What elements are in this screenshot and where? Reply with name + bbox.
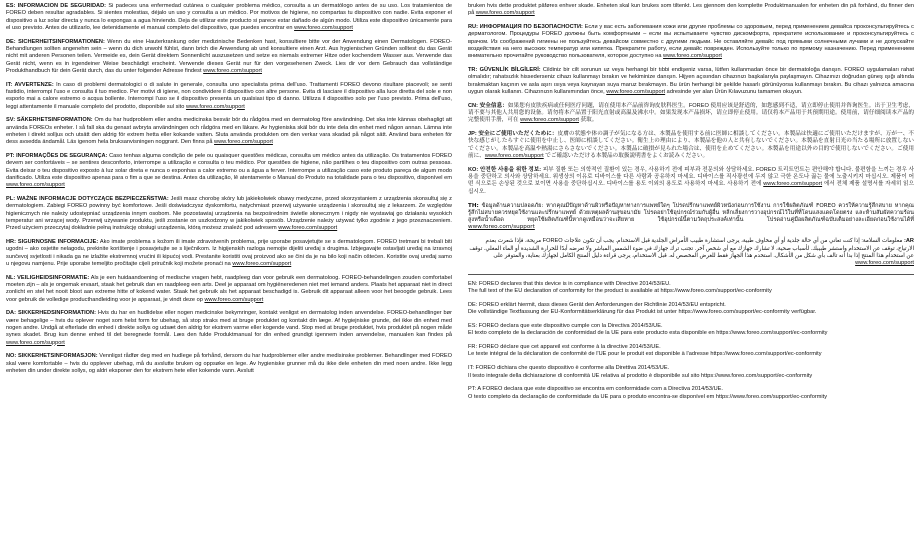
safety-paragraph	[468, 203, 914, 232]
paragraph-heading: CN: 安全信息：	[468, 102, 508, 109]
safety-paragraph	[6, 353, 452, 375]
paragraph-text: Als je een huidaandoening of medische vragen hebt, raadpleeg dan voor gebruik een dermatoloog. FOREO-behandelingen zouden comfortabel moeten zijn – als je ongemak ervaart, staak het gebruik dan en raadpleeg een arts. Deel je apparaat om hygiëneredenen niet met iemand anders. Plaats het apparaat niet in direct zonlicht en stel het nooit bloot aan extreme hitte of kokend water. Staak het gebruik als het apparaat beschadigd is. Gebruik dit apparaat alleen voor het beoogde gebruik. Lees voor gebruik de volledige producthandleiding voor je apparaat, je vindt deze op	[6, 274, 452, 303]
paragraph-heading: NL: VEILIGHEIDSINFORMATIE:	[6, 274, 90, 281]
paragraph-text: معلومات السلامة: إذا كنت تعاني من أي حالة جلدية أو أي مخاوف طبية، يرجى استشارة طبيب الأمراض الجلدية قبل الاستخدام. يجب أن تكون علاجات FOREO مريحة، فإذا شعرت بعدم الارتياح، توقف عن الاستخدام واستشر طبيبك. لأسباب صحية، لا تشارك جهازك مع أي شخص آخر. تجنب ترك جهازك في ضوء الشمس المباشر ولا تعرضه أبدًا للحرارة الشديدة أو الماء المغلي. توقف عن استخدام هذا المنتج إذا بدا أنه تالف بأي شكل من الأشكال. استخدم هذا الجهاز فقط للغرض المخصص له. قبل الاستخدام، يرجى قراءة دليل المنتج الكامل لجهازك بعناية، والمتوفر على	[469, 238, 914, 259]
support-link[interactable]: www.foreo.com/support	[763, 181, 823, 188]
safety-paragraph	[468, 365, 914, 380]
support-link[interactable]: www.foreo.com/support	[468, 224, 535, 231]
safety-paragraph	[468, 103, 914, 125]
paragraph-text: 皮膚の状態や体の調子が気になる方は、本製品を使用する前に医師に相談してください。本製品は快適にご使用いただけますが、万が一、不快な感じがしたらすぐに使用を中止し、医師に相談してください。衛生上の理由により、本製品を他の人と共有しないでください。本製品を直射日光の当たる場所に放置しないでください。本製品を高温や熱湯にさらさないでください。本製品に破損が見られた場合は、使用を止めてください。本製品を用途以外の目的で使用しないでください。ご使用前に、	[468, 131, 914, 160]
paragraph-heading: DA: SIKKERHEDSINFORMATION:	[6, 310, 96, 317]
support-link[interactable]: www.foreo.com/support	[185, 103, 245, 110]
safety-paragraph	[6, 196, 452, 232]
paragraph-text: Caso tenhas alguma condição de pele ou quaisquer questões médicas, consulta um médico antes da utilização. Os tratamentos FOREO devem ser confortáveis – se sentires desconforto, interrompe a utilização e consulta o teu médico. Por questões de higiene, não partilhes o teu dispositivo com outras pessoas. Evita deixar o teu dispositivo exposto à luz solar direta e nunca o exponhas a calor extremo ou a água a ferver. Interrompe a utilização caso este produto pareça de algum modo danificado. Utiliza este dispositivo apenas para o fim a que se destina. Antes da utilização, lê atentamente o Manual do Produto na totalidade para o teu dispositivo, disponível em	[6, 153, 452, 181]
safety-paragraph	[6, 3, 452, 32]
paragraph-text: ข้อมูลด้านความปลอดภัย: หากคุณมีปัญหาด้านผิวหรือปัญหาทางการแพทย์ใดๆ โปรดปรึกษาแพทย์ผิวหนังก่อนการใช้งาน การใช้ผลิตภัณฑ์ FOREO ควรให้ความรู้สึกสบาย หากคุณรู้สึกไม่สบายควรหยุดใช้งานและปรึกษาแพทย์ ด้วยเหตุผลด้านสุขอนามัย โปรดอย่าใช้อุปกรณ์ร่วมกับผู้อื่น หลีกเลี่ยงการวางอุปกรณ์ไว้ในที่ที่โดนแสงแดดโดยตรง และห้ามสัมผัสความร้อนสูงหรือน้ำเดือด หยุดใช้ผลิตภัณฑ์นี้หากดูเหมือนว่าจะเสียหาย ใช้อุปกรณ์นี้ตามวัตถุประสงค์เท่านั้น โปรดอ่านคู่มือผลิตภัณฑ์ฉบับเต็มอย่างละเอียดก่อนใช้งานได้ที่	[468, 202, 914, 224]
paragraph-text: Ako imate problema s kožom ili imate zdravstvenih problema, prije uporabe posavjetujte se s dermatologom. FOREO tretmani bi trebali biti ugodni – ako osjetite nelagodu, prekinite korištenje i posavjetujte se s liječnikom. Iz higijenskih razloga nemojte dijeliti uređaj s drugima. Izbjegavajte ostavljati uređaj na izravnoj sunčevoj svjetlosti i nikada ga ne izlažite ekstremnoj vrućini ili kipućoj vodi. Prestanite koristiti ovaj proizvod ako se čini da je na bilo koji način oštećen. Koristite ovaj uređaj samo u njegovu namjenu. Prije uporabe temeljito pročitajte cijeli priručnik koji možete pronaći na	[6, 239, 452, 267]
support-link[interactable]: www.foreo.com/support	[475, 10, 535, 17]
safety-paragraph	[468, 238, 914, 267]
paragraph-text: ES: FOREO declara que este dispositivo cumple con la Directiva 2014/53/UE. El texto completo de la declaración de conformidad de la UE para este producto esta disponible en https://www.foreo.com/support/ec-conformity	[468, 323, 828, 337]
paragraph-heading: RU: ИНФОРМАЦИЯ ПО БЕЗОПАСНОСТИ:	[468, 24, 583, 31]
safety-paragraph	[468, 302, 914, 317]
safety-paragraph	[6, 310, 452, 346]
paragraph-heading: DE: SICHERHEITSINFORMATIONEN:	[6, 38, 105, 45]
support-link[interactable]: www.foreo.com/support	[204, 296, 264, 303]
paragraph-text: IT: FOREO dichiara che questo dispositivo è conforme alla Direttiva 2014/53/UE. Il testo integrale della dichiarazione di conformità UE relativa al prodotto è disponibile sul sito https://www.foreo.com/support/ec-conformity	[468, 365, 813, 379]
safety-paragraph	[468, 344, 914, 359]
safety-paragraph	[468, 167, 914, 196]
paragraph-tail: でご確認いただける本製品の取扱説明書をよくお読みください。	[543, 153, 709, 160]
paragraph-heading: NO: SIKKERHETSINFORMASJON:	[6, 353, 98, 360]
paragraph-text: Si padeces una enfermedad cutánea o cualquier problema médico, consulta a un dermatólogo antes de su uso. Los tratamientos de FOREO deben resultar agradables. Si sientes molestias, déjalo un uso y consulta a un médico. Por motivos de higiene, no compartas tu dispositivo con nadie. Evita exponer el dispositivo a luz solar directa y nunca lo expongas a agua hirviendo. Deja de utilizar este producto si parece estar dañado de algún modo. Utiliza este dispositivo únicamente para el uso previsto. Antes de utilizarlo, lee detenidamente el manual completo del dispositivo, que puedes encontrar en	[6, 3, 452, 31]
paragraph-heading: JP: 安全にご使用いただくために：	[468, 131, 558, 138]
paragraph-text: Wenn du eine Hauterkrankung oder medizinische Bedenken hast, konsultiere bitte vor der Anwendung einen Dermatologen. FOREO-Behandlungen sollten angenehm sein – wenn du dich unwohl fühlst, dann brich die Anwendung ab und konsultiere einen Arzt. Aus hygienischen Gründen solltest du das Gerät nicht mit anderen Personen teilen. Vermeide es, dein Gerät direktem Sonnenlicht auszusetzen und setze es niemals extremer Hitze oder kochendem Wasser aus. Verwende das Gerät nicht, wenn es in irgendeiner Weise beschädigt erscheint. Verwende dieses Gerät nur für den vorgesehenen Zweck. Lies dir vor dem Gebrauch das vollständige Produkthandbuch für dein Gerät durch, das du unter folgender Adresse findest	[6, 38, 452, 74]
paragraph-tail: adresinde yer alan Ürün Kılavuzunu tamamen okuyun.	[665, 88, 803, 95]
paragraph-text: PT: A FOREO declara que este dispositivo se encontra em conformidade com a Directiva 2014/53/UE. O texto completo da declaração de conformidade da UE para o produto encontra-se disponível em https://www.foreo.com/support/ec-conformity	[468, 386, 828, 400]
support-link[interactable]: www.foreo.com/support	[606, 88, 666, 95]
safety-paragraph	[6, 39, 452, 75]
paragraph-text: Vennligst rådfør deg med en hudlege på forhånd, dersom du har hudproblemer eller andre medisinske problemer. Behandlinger med FOREO skal være komfortable – hvis du opplever ubehag, må du avslutte bruken og oppsøke en lege. Av hygieniske grunner må du ikke dele enheten din med noen andre. Ikke legg enheten din under direkte sollys, og aldri eksponer den for ekstrem hete eller kokende vann. Avslutt	[6, 353, 452, 374]
paragraph-text: Jeśli masz chorobę skóry lub jakiekolwiek obawy medyczne, przed skorzystaniem z urządzenia skonsultuj się z dermatologiem. Zabiegi FOREO powinny być komfortowe. Jeśli doświadczysz dyskomfortu, natychmiast przerwij używanie urządzenia i skonsultuj się z lekarzem. Ze względów higienicznych nie należy udostępniać urządzenia innym osobom. Nie pozostawiaj urządzenia na bezpośrednim świetle słonecznym i nigdy nie wystawiaj go działaniu wysokich temperatur ani wrzącej wody. Przerwij używanie produktu, jeśli zostanie on uszkodzony w jakikolwiek sposób. Urządzenie należy używać tylko zgodnie z jego przeznaczeniem. Przed użyciem przeczytaj dokładnie pełną instrukcję obsługi urządzenia, którą możesz znaleźć pod adresem	[6, 196, 452, 232]
support-link[interactable]: www.foreo.com/support	[294, 24, 353, 31]
paragraph-heading: ES: INFORMACIÓN DE SEGURIDAD:	[6, 3, 107, 9]
safety-paragraph	[468, 3, 914, 18]
paragraph-tail: 获取。	[578, 117, 598, 124]
right-column	[468, 3, 914, 544]
support-link[interactable]: www.foreo.com/support	[520, 117, 579, 124]
support-link[interactable]: www.foreo.com/support	[6, 339, 65, 346]
safety-paragraph	[468, 281, 914, 296]
section-divider	[468, 274, 914, 275]
support-link[interactable]: www.foreo.com/support	[855, 260, 914, 267]
paragraph-heading: TH:	[468, 202, 479, 209]
safety-paragraph	[6, 239, 452, 268]
paragraph-text: Hvis du har en hudlidelse eller nogen medicinske bekymringer, kontakt venligst en dermatolog inden anvendelse. FOREO-behandlinger bør være behagelige – hvis du oplever noget som helst form for ubehag, så stop straks med at bruge produktet og kontakt din læge. Af hygiejniske grunde, del ikke din enhed med nogen andre. Undgå at efterlade din enhed i direkte sollys og udsæt den aldrig for ekstrem varme eller kogende vand. Stop med at bruge produktet, hvis produktet på nogen måde synes skadet. Brug kun denne enhed til det beregnede formål. Læs den fulde Produktmanual for din enhed grundigt igennem inden anvendelse, manualen kan findes på	[6, 310, 452, 339]
paragraph-text: bruken hvis dette produktet påføres enhver skade. Enheten skal kun brukes som tiltenkt. Les gjennom den komplette Produktmanualen for enheten din på forhånd, du finner den på	[468, 3, 914, 17]
paragraph-text: Если у вас есть заболевания кожи или другие проблемы со здоровьем, перед применением девайса проконсультируйтесь с дерматологом. Процедуры FOREO должны быть комфортными – если вы испытываете чувство дискомфорта, прекратите использование и проконсультируйтесь с врачом. Из соображений гигиены не пользуйтесь девайсом совместно с другими людьми. Не оставляйте девайс под прямыми солнечными лучами и не допускайте воздействия на него высоких температур или кипятка. Прекратите работу, если девайс поврежден. Используйте только по прямому назначению. Перед применением внимательно прочитайте руководство пользователя, которое доступно на	[468, 24, 914, 60]
support-link[interactable]: www.foreo.com/support	[232, 260, 292, 267]
paragraph-heading: HR: SIGURNOSNE INFORMACIJE:	[6, 239, 99, 246]
support-link[interactable]: www.foreo.com/support	[203, 67, 263, 74]
safety-paragraph	[6, 117, 452, 146]
left-column	[6, 3, 452, 544]
paragraph-heading: IT: AVVERTENZE:	[6, 81, 54, 88]
safety-paragraph	[468, 323, 914, 338]
paragraph-heading: KO: 안전한 사용을 위한 정보:	[468, 166, 542, 173]
safety-paragraph	[468, 67, 914, 96]
support-link[interactable]: www.foreo.com/support	[6, 182, 65, 189]
safety-paragraph	[6, 275, 452, 304]
paragraph-text: Cildiniz bir cilt sorunun uz veya herhangi bir tıbbi endişeniz varsa, lütfen kullanmadan önce bir dermatoloğa danışın. FOREO uygulamaları rahat olmalıdır; rahatsızlık hissederseniz cihazı kullanmayı bırakın ve hekiminize danışın. Hijyen açısından cihazınızı başkalarıyla paylaşmayın. Cihazınızı doğrudan güneş ışığı altında bırakmaktan kaçının ve asla aşırı ısıya veya kaynayan suya maruz bırakmayın. Bu ürün herhangi bir şekilde hasarlı görünüyorsa kullanmayı bırakın. Bu cihazı yalnızca amacına uygun olarak kullanın. Cihazınızın kullanımından önce,	[468, 67, 914, 95]
safety-paragraph	[468, 131, 914, 160]
paragraph-heading: PT: INFORMAÇÕES DE SEGURANÇA:	[6, 153, 108, 160]
paragraph-text: In caso di problemi dermatologici o di salute in generale, consulta uno specialista prima dell'uso. Trattamenti FOREO devono risultare piacevoli; se senti fastidio, interrompi l'uso e consulta il tuo medico. Per motivi di igiene, non condividere il dispositivo con altre persone. Evita di lasciare il dispositivo alla luce diretta del sole e non esporlo mai a calore estremo o acqua bollente. Interrompi l'uso se il dispositivo presenta un qualsiasi tipo di danno. Utilizza il dispositivo solo per l'uso previsto. Prima dell'uso, leggi attentamente il manuale completo del prodotto, disponibile sul sito	[6, 81, 452, 110]
paragraph-text: DE: FOREO erklärt hiermit, dass dieses Gerät den Anforderungen der Richtlinie 2014/53/EU entspricht. Die vollständige Textfassung der EU-Konformitätserklärung für das Produkt ist unter https://www.foreo.com/support/ec-conformity verfügbar.	[468, 302, 817, 316]
support-link[interactable]: www.foreo.com/support	[278, 225, 338, 232]
paragraph-text: Om du har hudproblem eller andra medicinska besvär bör du rådgöra med en dermatolog före användning. Det ska inte kännas obehagligt att använda FOREOs enheter. I så fall ska du genast avbryta användningen och rådgöra med en läkare. Av hygieniska skäl bör du inte dela din enhet med någon annan. Lämna inte enheten i direkt solljus och utsätt den aldrig för extrem hetta eller kokande vatten. Sluta använda produkten om den verkar vara skadad på något sätt. Använd bara enheten för dess avsedda ändamål. Läs igenom hela bruksanvisningen noggrant. Den finns på	[6, 117, 452, 146]
paragraph-text: 피부 질환 또는 의학적인 질환이 있는 경우, 사용하기 전에 피부과 전문의와 상담하세요. FOREO 트리트먼트는 편안해야 합니다. 불편함을 느끼는 경우 사용을 중단하고 의사와 상담하세요. 위생상의 이유로 디바이스를 다른 사람과 공유하지 마세요. 디바이스를 직사광선에 두지 않고 극한 온도나 끓는 물에 노출시키지 마십시오. 제품이 어떤 식으로든 손상된 것으로 보이면 사용을 중단하십시오. 디바이스를 용도 이외의 용도로 사용하지 마세요. 사용하기 전에	[468, 166, 914, 188]
safety-paragraph	[468, 24, 914, 60]
support-link[interactable]: www.foreo.com/support	[663, 53, 722, 60]
paragraph-heading: PL: WAŻNE INFORMACJE DOTYCZĄCE BEZPIECZEŃSTWA:	[6, 196, 169, 203]
support-link[interactable]: www.foreo.com/support	[214, 139, 273, 146]
paragraph-text: EN: FOREO declares that this device is in compliance with Directive 2014/53/EU. The full text of the EU declaration of conformity for the product is available at https://www.foreo.com/support/ec-conformity	[468, 280, 772, 295]
paragraph-heading: SV: SÄKERHETSINFORMATION:	[6, 117, 93, 124]
paragraph-tail: 에서 전체 제품 설명서를 자세히 읽으십시오.	[468, 181, 914, 195]
paragraph-heading: AR:	[903, 238, 914, 245]
safety-paragraph	[6, 82, 452, 111]
support-link[interactable]: www.foreo.com/support	[484, 153, 544, 160]
paragraph-heading: TR: GÜVENLİK BİLGİLERİ:	[468, 67, 541, 74]
safety-paragraph	[468, 386, 914, 401]
paragraph-text: 如果您有皮肤疾病或任何医疗问题，请在使用本产品前咨询皮肤科医生。FOREO 使用应该是舒适的，如您感到不适，请立即停止使用并咨询医生。出于卫生考虑，请不要与其他人共用您的设备。请勿将本产品置于阳光直射或高温及沸水中。如果发现本产品损坏，请立即停止使用。请仅将本产品用于其预期用途。使用前，请仔细阅读本产品的完整使用手册，可在	[468, 102, 914, 124]
safety-paragraph	[6, 153, 452, 189]
paragraph-text: FR: FOREO déclare que cet appareil est conforme à la directive 2014/53/UE. Le texte intégral de la déclaration de conformité de l'UE pour le produit est disponible à l'adresse https://www.foreo.com/support/ec-conformity	[468, 344, 822, 358]
